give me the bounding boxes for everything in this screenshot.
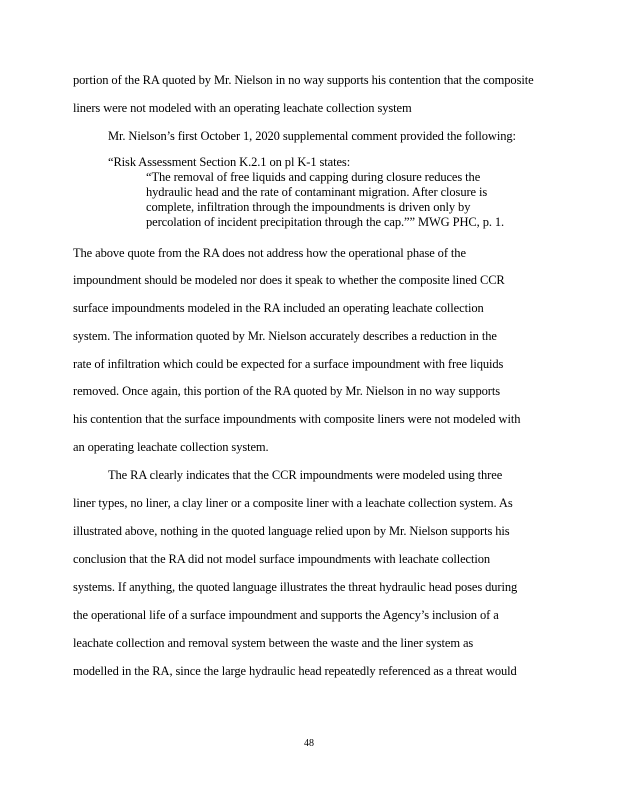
block-quote-line: hydraulic head and the rate of contaminant migration. After closure is	[146, 185, 488, 199]
paragraph-line: impoundment should be modeled nor does it speak to whether the composite lined CCR	[73, 273, 505, 287]
paragraph-line: an operating leachate collection system.	[73, 440, 269, 454]
paragraph-line: systems. If anything, the quoted language illustrates the threat hydraulic head poses during	[73, 580, 518, 594]
paragraph-line: rate of infiltration which could be expected for a surface impoundment with free liquids	[73, 357, 504, 371]
paragraph-line: The RA clearly indicates that the CCR impoundments were modeled using three	[108, 468, 503, 482]
block-quote-line: “Risk Assessment Section K.2.1 on pl K-1 states:	[108, 155, 351, 169]
paragraph-line: surface impoundments modeled in the RA included an operating leachate collection	[73, 301, 484, 315]
paragraph-line: system. The information quoted by Mr. Nielson accurately describes a reduction in the	[73, 329, 497, 343]
block-quote-line: percolation of incident precipitation through the cap.”” MWG PHC, p. 1.	[146, 215, 505, 229]
paragraph-line: modelled in the RA, since the large hydraulic head repeatedly referenced as a threat would	[73, 664, 517, 678]
page-number: 48	[304, 738, 314, 749]
paragraph-line: conclusion that the RA did not model surface impoundments with leachate collection	[73, 552, 491, 566]
paragraph-line: liner types, no liner, a clay liner or a composite liner with a leachate collection system. As	[73, 496, 513, 510]
paragraph-line: portion of the RA quoted by Mr. Nielson in no way supports his contention that the composite	[73, 73, 534, 87]
paragraph-line: Mr. Nielson’s first October 1, 2020 supplemental comment provided the following:	[108, 129, 516, 143]
paragraph-line: leachate collection and removal system between the waste and the liner system as	[73, 636, 474, 650]
paragraph-line: The above quote from the RA does not address how the operational phase of the	[73, 246, 466, 260]
paragraph-line: liners were not modeled with an operating leachate collection system	[73, 101, 412, 115]
paragraph-line: his contention that the surface impoundments with composite liners were not modeled with	[73, 412, 521, 426]
paragraph-line: illustrated above, nothing in the quoted language relied upon by Mr. Nielson supports his	[73, 524, 510, 538]
block-quote-line: “The removal of free liquids and capping during closure reduces the	[146, 170, 481, 184]
paragraph-line: removed. Once again, this portion of the RA quoted by Mr. Nielson in no way supports	[73, 384, 500, 398]
block-quote-line: complete, infiltration through the impoundments is driven only by	[146, 200, 471, 214]
paragraph-line: the operational life of a surface impoundment and supports the Agency’s inclusion of a	[73, 608, 499, 622]
